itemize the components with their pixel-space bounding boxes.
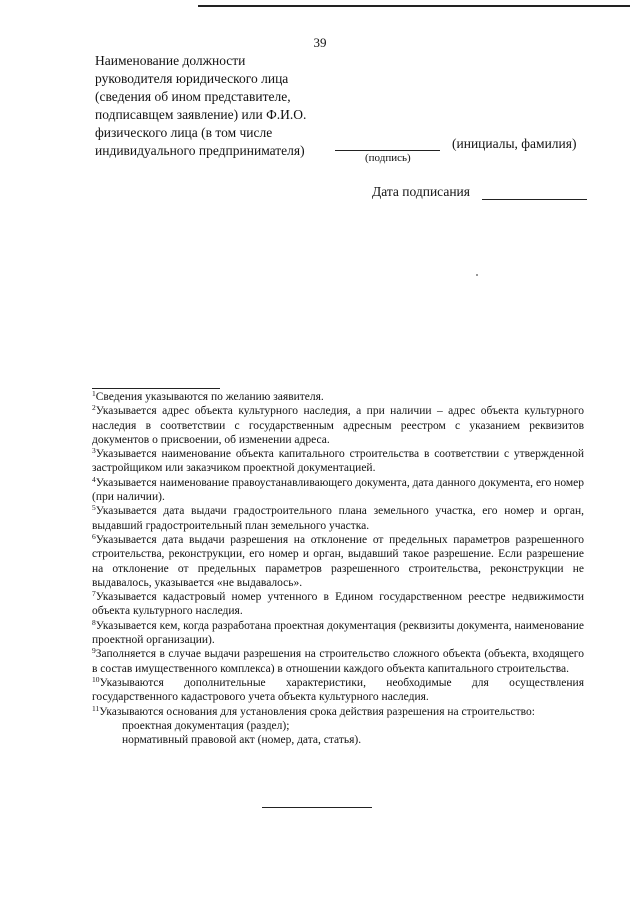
footnote (92, 390, 584, 404)
footnote-text: Указывается адрес объекта культурного наследия, а при наличии – адрес объекта культурного наследия в соответствии с государственным адресным реестром с указанием реквизитов документов о присвоении, об изменении адреса. (92, 405, 584, 446)
initials-label: (инициалы, фамилия) (452, 136, 577, 151)
footnote-text: Указывается дата выдачи градостроительного плана земельного участка, его номер и орган, выдавший градостроительный план земельного участка. (92, 505, 584, 532)
footnote-number: 6 (92, 531, 96, 541)
footnote-number: 1 (92, 389, 96, 398)
footnote-text: Сведения указываются по желанию заявителя. (95, 391, 324, 403)
footnote (92, 676, 584, 705)
footnote-subline: проектная документация (раздел); (122, 719, 290, 732)
footnote-text: Указывается наименование правоустанавливающего документа, дата данного документа, его номер (при наличии). (92, 476, 584, 504)
footnote-text: Указывается наименование объекта капитального строительства в соответствии с утвержденной застройщиком или заказчиком проектной документацией. (92, 448, 584, 475)
footnote-number: 7 (92, 589, 96, 599)
sign-date-line (482, 199, 587, 200)
position-line: физического лица (в том числе (95, 125, 273, 140)
position-name-block (95, 52, 345, 160)
footnote-number: 3 (92, 446, 96, 456)
signature-caption: (подпись) (365, 152, 411, 164)
footnote (92, 476, 584, 505)
footnote-text: Указывается дата выдачи разрешения на отклонение от предельных параметров разрешенного строительства, реконструкции, его номер и орган, выдавший такое разрешение. Если разрешение на отклонение от предельных параметров разрешенного строительства, реконструкции не выдавалось, указывается «не выдавалось». (92, 533, 584, 589)
footnotes (92, 390, 584, 747)
position-line: руководителя юридического лица (95, 71, 289, 86)
footnote-subline: нормативный правовой акт (номер, дата, статья). (122, 734, 362, 747)
footnote-number: 4 (92, 474, 96, 484)
sign-date-label: Дата подписания (372, 184, 470, 199)
footnote (92, 447, 584, 476)
position-line: Наименование должности (95, 53, 246, 68)
footnote (92, 533, 584, 590)
footnote-text: Указываются основания для установления срока действия разрешения на строительство: (99, 705, 535, 718)
scan-speck (476, 274, 478, 276)
footnote-text: Заполняется в случае выдачи разрешения на строительство сложного объекта (объекта, входящего в состав имущественного комплекса) в отношении каждого объекта капитального строительства. (92, 648, 584, 675)
footnote (92, 504, 584, 533)
top-rule (198, 5, 630, 7)
footnote-number: 10 (92, 674, 100, 684)
footnote-rule (92, 388, 220, 389)
footnote (92, 404, 584, 447)
footnote-text: Указывается кадастровый номер учтенного в Едином государственном реестре недвижимости объекта культурного наследия. (92, 591, 584, 618)
footnote-number: 11 (92, 703, 100, 713)
footnote (92, 705, 584, 719)
bottom-rule (262, 807, 372, 808)
footnote (92, 590, 584, 619)
footnote (92, 647, 584, 676)
footnote (92, 619, 584, 648)
footnote-number: 8 (92, 617, 96, 627)
footnote-text: Указываются дополнительные характеристики, необходимые для осуществления государственного кадастрового учета объекта культурного наследия. (92, 676, 584, 704)
footnote-number: 5 (92, 503, 96, 513)
footnote-text: Указывается кем, когда разработана проектная документация (реквизиты документа, наименование проектной организации). (92, 619, 584, 647)
footnote-number: 9 (92, 646, 96, 656)
footnote-number: 2 (92, 403, 96, 413)
position-line: индивидуального предпринимателя) (95, 143, 305, 158)
position-line: (сведения об ином представителе, (95, 89, 291, 104)
position-line: подписавщем заявление) или Ф.И.О. (95, 107, 307, 122)
signature-line (335, 150, 440, 151)
page-number: 39 (313, 35, 327, 50)
